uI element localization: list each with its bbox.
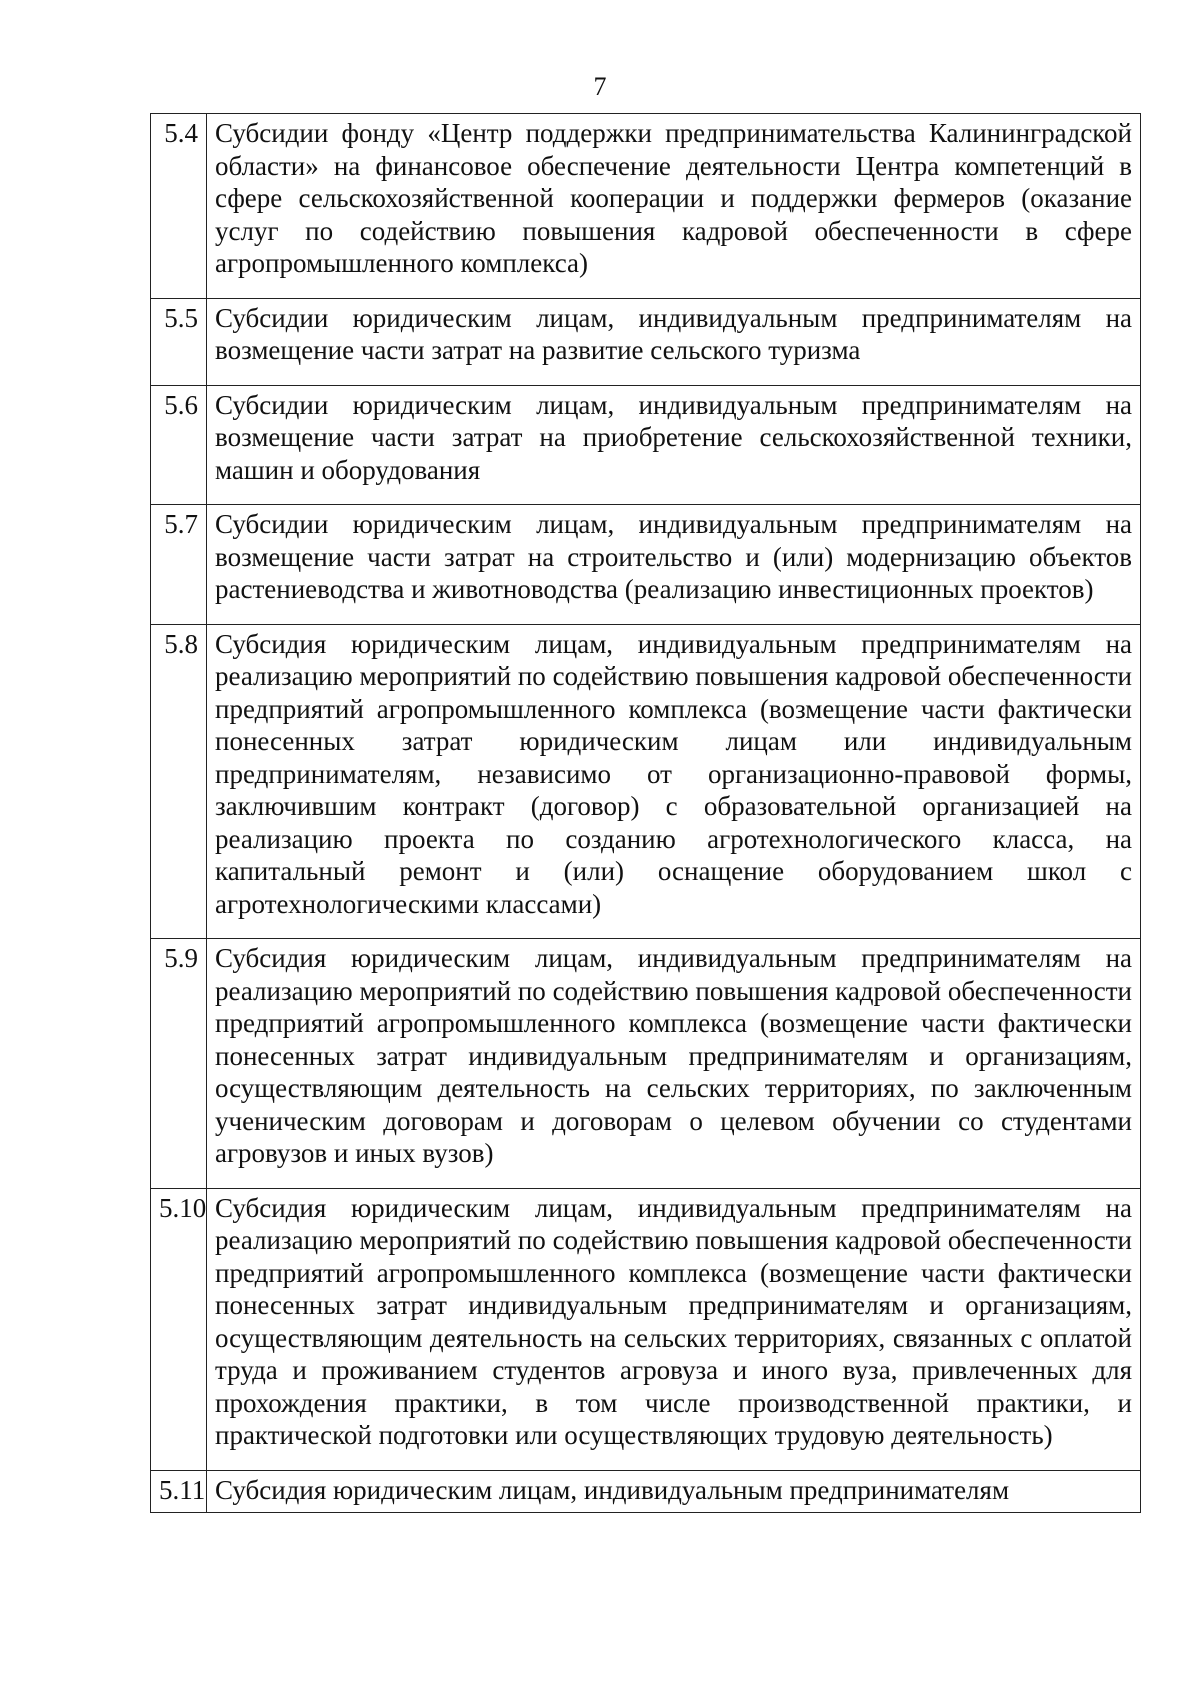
row-number: 5.5	[151, 298, 207, 385]
row-number: 5.8	[151, 624, 207, 939]
row-text: Субсидии юридическим лицам, индивидуальным предпринимателям на возмещение части затрат на строительство и (или) модернизацию объектов растениеводства и животноводства (реализацию инвестиционных проектов)	[207, 505, 1141, 625]
row-number: 5.7	[151, 505, 207, 625]
row-text: Субсидия юридическим лицам, индивидуальным предпринимателям	[207, 1470, 1141, 1513]
row-text: Субсидии юридическим лицам, индивидуальным предпринимателям на возмещение части затрат на развитие сельского туризма	[207, 298, 1141, 385]
row-text: Субсидия юридическим лицам, индивидуальным предпринимателям на реализацию мероприятий по содействию повышения кадровой обеспеченности предприятий агропромышленного комплекса (возмещение части фактически понесенных затрат юридическим лицам или индивидуальным предпринимателям, независимо от организационно-правовой формы, заключившим контракт (договор) с образовательной организацией на реализацию проекта по созданию агротехнологического класса, на капитальный ремонт и (или) оснащение оборудованием школ с агротехнологическими классами)	[207, 624, 1141, 939]
table-row	[151, 298, 1141, 385]
row-text: Субсидии фонду «Центр поддержки предпринимательства Калининградской области» на финансовое обеспечение деятельности Центра компетенций в сфере сельскохозяйственной кооперации и поддержки фермеров (оказание услуг по содействию повышения кадровой обеспеченности в сфере агропромышленного комплекса)	[207, 114, 1141, 299]
table-row	[151, 385, 1141, 505]
row-text: Субсидия юридическим лицам, индивидуальным предпринимателям на реализацию мероприятий по содействию повышения кадровой обеспеченности предприятий агропромышленного комплекса (возмещение части фактически понесенных затрат индивидуальным предпринимателям и организациям, осуществляющим деятельность на сельских территориях, по заключенным ученическим договорам и договорам о целевом обучении со студентами агровузов и иных вузов)	[207, 939, 1141, 1189]
row-number: 5.9	[151, 939, 207, 1189]
table-row	[151, 939, 1141, 1189]
row-text: Субсидии юридическим лицам, индивидуальным предпринимателям на возмещение части затрат на приобретение сельскохозяйственной техники, машин и оборудования	[207, 385, 1141, 505]
table-row	[151, 114, 1141, 299]
row-number: 5.10	[151, 1188, 207, 1470]
table-row	[151, 505, 1141, 625]
row-text: Субсидия юридическим лицам, индивидуальным предпринимателям на реализацию мероприятий по содействию повышения кадровой обеспеченности предприятий агропромышленного комплекса (возмещение части фактически понесенных затрат индивидуальным предпринимателям и организациям, осуществляющим деятельность на сельских территориях, связанных с оплатой труда и проживанием студентов агровуза и иного вуза, привлеченных для прохождения практики, в том числе производственной практики, и практической подготовки или осуществляющих трудовую деятельность)	[207, 1188, 1141, 1470]
table-row	[151, 624, 1141, 939]
table-row	[151, 1188, 1141, 1470]
row-number: 5.6	[151, 385, 207, 505]
row-number: 5.4	[151, 114, 207, 299]
page-number: 7	[593, 72, 607, 101]
subsidies-table	[150, 113, 1141, 1513]
row-number: 5.11	[151, 1470, 207, 1513]
table-row	[151, 1470, 1141, 1513]
